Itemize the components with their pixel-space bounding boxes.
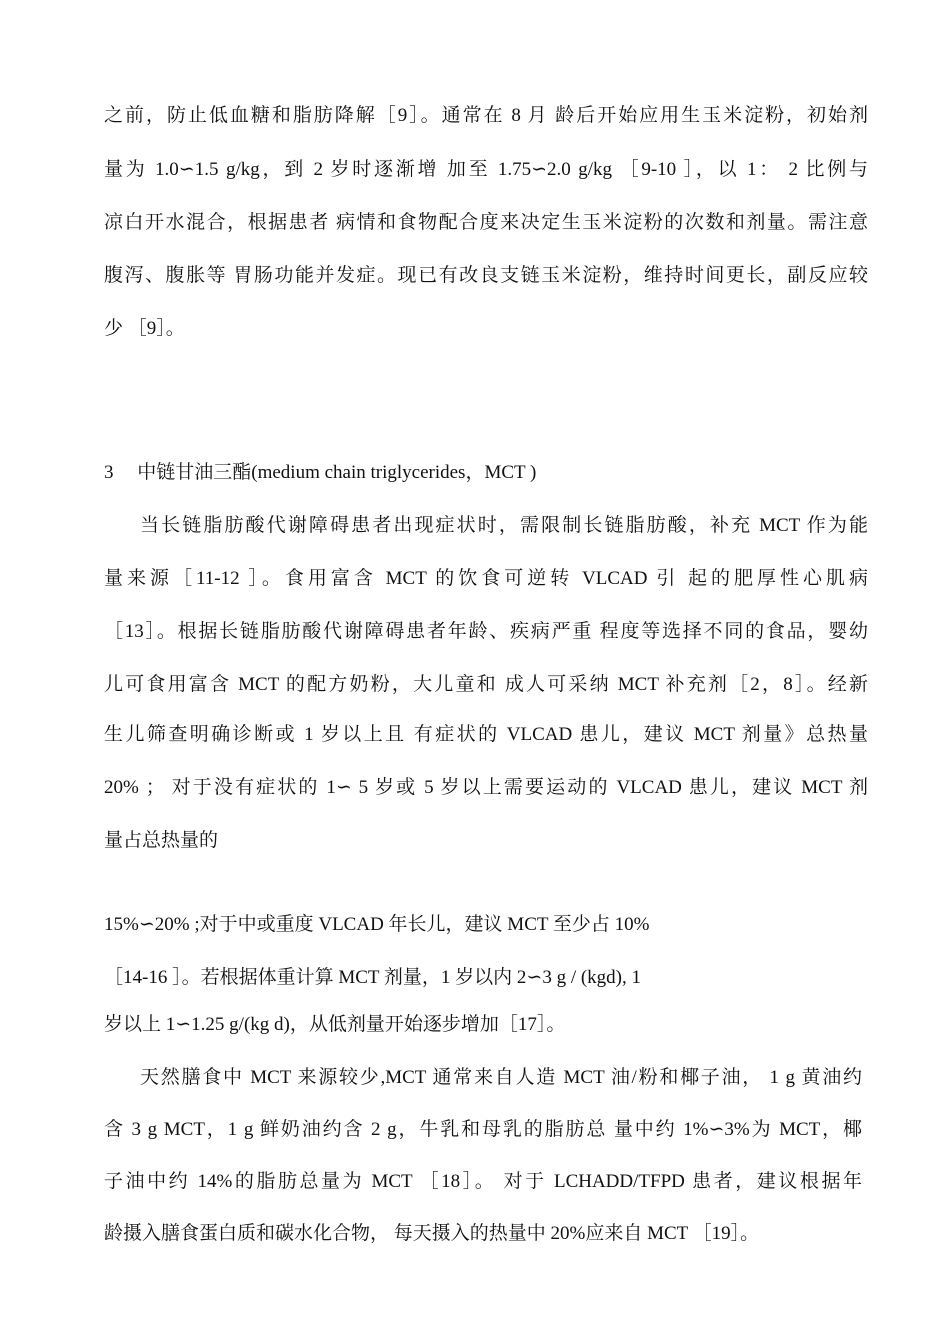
paragraph2-line-5: 生儿筛查明确诊断或 1 岁以上且 有症状的 VLCAD 患儿，建议 MCT 剂量》总热量 <box>104 724 868 745</box>
paragraph1-line-5: 少 ［9］。 <box>104 318 185 339</box>
paragraph4-line-3: 子油中约 14%的脂肪总量为 MCT ［18］。 对于 LCHADD/TFPD 患者，建议根据年 <box>104 1171 862 1192</box>
paragraph4-line-1: 天然膳食中 MCT 来源较少,MCT 通常来自人造 MCT 油/粉和椰子油， 1 g 黄油约 <box>140 1067 862 1088</box>
paragraph2-line-2: 量来源［11-12 ］。食用富含 MCT 的饮食可逆转 VLCAD 引 起的肥厚性心肌病 <box>104 568 868 589</box>
paragraph3-line-2: ［14-16 ］。若根据体重计算 MCT 剂量，1 岁以内 2∽3 g / (kgd), 1 <box>104 967 642 988</box>
paragraph2-line-1: 当长链脂肪酸代谢障碍患者出现症状时，需限制长链脂肪酸，补充 MCT 作为能 <box>140 515 868 536</box>
section-heading: 3 中链甘油三酯(medium chain triglycerides，MCT ) <box>104 462 537 483</box>
paragraph4-line-2: 含 3 g MCT，1 g 鲜奶油约含 2 g，牛乳和母乳的脂肪总 量中约 1%∽3%为 MCT，椰 <box>104 1119 862 1140</box>
paragraph3-line-3: 岁以上 1∽1.25 g/(kg d)，从低剂量开始逐步增加［17］。 <box>104 1014 566 1035</box>
paragraph2-line-4: 儿可食用富含 MCT 的配方奶粉，大儿童和 成人可采纳 MCT 补充剂［2，8］。经新 <box>104 674 868 695</box>
paragraph1-line-4: 腹泻、腹胀等 胃肠功能并发症。现已有改良支链玉米淀粉，维持时间更长，副反应较 <box>104 265 868 286</box>
paragraph3-line-1: 15%∽20% ;对于中或重度 VLCAD 年长儿，建议 MCT 至少占 10% <box>104 914 650 935</box>
paragraph2-line-6: 20% ； 对于没有症状的 1∽ 5 岁或 5 岁以上需要运动的 VLCAD 患儿，建议 MCT 剂 <box>104 777 868 798</box>
paragraph2-line-3: ［13］。根据长链脂肪酸代谢障碍患者年龄、疾病严重 程度等选择不同的食品，婴幼 <box>104 621 868 642</box>
paragraph4-line-4: 龄摄入膳食蛋白质和碳水化合物， 每天摄入的热量中 20%应来自 MCT ［19］。 <box>104 1223 760 1244</box>
paragraph2-line-7: 量占总热量的 <box>104 830 219 851</box>
paragraph1-line-1: 之前，防止低血糖和脂肪降解［9］。通常在 8 月 龄后开始应用生玉米淀粉，初始剂 <box>104 105 868 126</box>
paragraph1-line-3: 凉白开水混合，根据患者 病情和食物配合度来决定生玉米淀粉的次数和剂量。需注意 <box>104 212 868 233</box>
paragraph1-line-2: 量为 1.0∽1.5 g/kg，到 2 岁时逐渐增 加至 1.75∽2.0 g/kg ［9-10 ］，以 1： 2 比例与 <box>104 159 868 180</box>
